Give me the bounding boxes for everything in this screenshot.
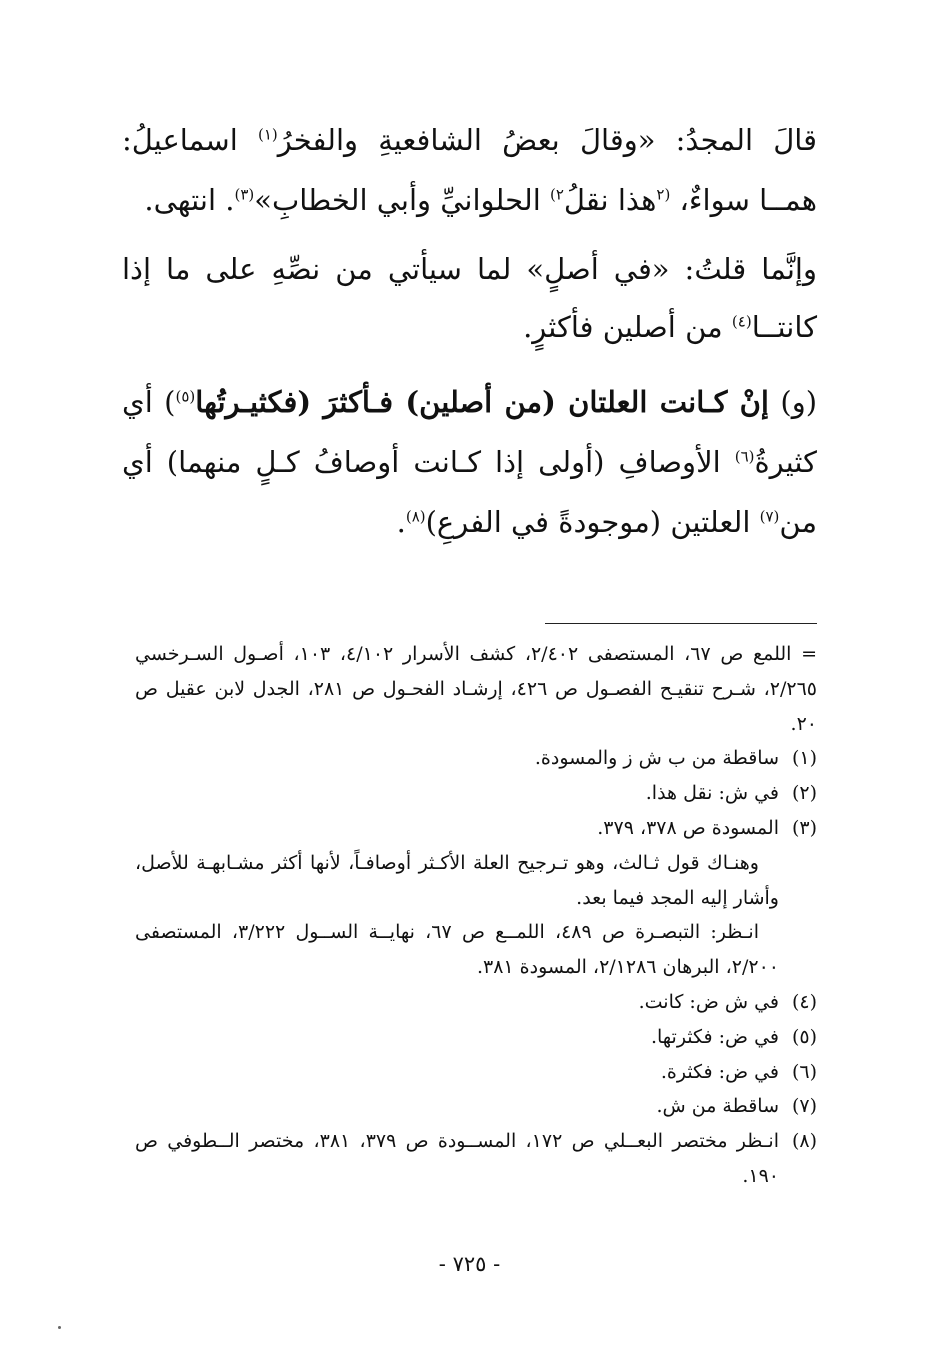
footnote-number: (٧): [791, 1095, 817, 1118]
footnote-text: انـظر مختصر البعــلي ص ١٧٢، المســودة ص ٣٧٩، ٣٨١، مختصر الــطوفي ص ١٩٠.: [135, 1130, 779, 1187]
footnote-text: ساقطة من ب ش ز والمسودة.: [534, 747, 779, 770]
footnote-text: في ض: فكثرة.: [660, 1060, 779, 1083]
footnote-number: (٥): [791, 1025, 817, 1048]
matn-text: فـأكثرَ: [323, 385, 394, 419]
text-run: (و): [769, 385, 818, 419]
footnote-number-blank: [779, 915, 817, 985]
matn-text: (من أصلين): [393, 385, 569, 419]
footnote-number-blank: [779, 846, 817, 916]
footnote-number: (٣): [791, 816, 817, 839]
footnote-number: (١): [791, 747, 817, 770]
footnote-number: (٦): [791, 1060, 817, 1083]
footnote-ref[interactable]: (٧): [759, 507, 780, 526]
footnote-ref[interactable]: (٤): [731, 312, 752, 331]
matn-text: (فكثيـرتُها: [195, 385, 324, 419]
footnote-2: [135, 776, 817, 811]
footnote-5: [135, 1020, 817, 1055]
footnote-ref[interactable]: (٢: [656, 185, 671, 204]
footnote-number: (٤): [791, 990, 817, 1013]
footnote-8: [135, 1124, 817, 1194]
footnote-3-extra: [135, 846, 817, 916]
text-run: .: [396, 505, 406, 539]
main-text: [122, 110, 817, 562]
footnote-6: [135, 1055, 817, 1090]
footnote-ref[interactable]: (٦): [734, 447, 755, 466]
scan-speck: [58, 1326, 61, 1329]
footnote-3-refs: [135, 915, 817, 985]
footnote-ref[interactable]: (١): [257, 125, 278, 144]
footnote-text: في ش: نقل هذا.: [645, 782, 779, 805]
footnote-text: المسودة ص ٣٧٨، ٣٧٩.: [597, 816, 779, 839]
text-run: من أصلين فأكثرٍ.: [523, 310, 732, 344]
paragraph-2: [122, 240, 817, 356]
footnote-ref[interactable]: (٣): [234, 185, 255, 204]
footnote-1: [135, 741, 817, 776]
footnote-ref[interactable]: (٥): [175, 387, 196, 406]
footnote-text: ساقطة من ش.: [656, 1095, 779, 1118]
text-run: الأوصافِ (أولى إذا كـانت أوصافُ كـلٍ منهما) أي من: [122, 445, 817, 539]
text-run: ) أي كثيرةُ: [122, 385, 817, 479]
footnote-7: [135, 1089, 817, 1124]
footnote-number: (٨): [791, 1130, 817, 1153]
footnote-ref[interactable]: (٨): [405, 507, 426, 526]
text-run: . انتهى.: [144, 183, 235, 217]
text-run: وإنَّما قلتُ: «في أصلٍ» لما سيأتي من نصِّهِ على ما إذا كانتــا: [122, 252, 817, 344]
footnote-continuation: [135, 637, 817, 741]
matn-text: إنْ كـانت العلتان: [568, 385, 769, 419]
footnote-4: [135, 985, 817, 1020]
footnote-text: وهنـاك قول ثـالث، وهو تـرجيح العلة الأكـثر أوصافـاً، لأنها أكثر مشـابهـة للأصل، وأشار إليه المجد فيما بعد.: [135, 851, 779, 909]
paragraph-3: [122, 372, 817, 552]
text-run: هذا نقلُ: [563, 183, 657, 217]
page-number: - ٧٢٥ -: [438, 1252, 501, 1276]
text-run: الحلوانيِّ وأبي الخطابِ»: [254, 183, 550, 217]
footnote-text: انـظر: التبصـرة ص ٤٨٩، اللمــع ص ٦٧، نهايــة الســول ٣/٢٢٢، المستصفى ٢/٢٠٠، البرهان ٢/١٢٨٦، المسودة ٣٨١.: [135, 921, 779, 979]
footnote-number: (٢): [791, 782, 817, 805]
footnote-ref[interactable]: ٢): [549, 185, 564, 204]
footnote-separator: [545, 623, 817, 624]
text-run: قالَ المجدُ: «وقالَ بعضُ الشافعيةِ والفخرُ: [277, 123, 817, 157]
text-run: العلتين (موجودةً في الفرعِ): [425, 505, 760, 539]
paragraph-1: [122, 110, 817, 230]
footnotes: [135, 637, 817, 1194]
footnote-3: [135, 811, 817, 846]
footnote-text: في ض: فكثرتها.: [650, 1025, 779, 1048]
text-run: اسماعيلُ: همــا سواءٌ،: [122, 123, 817, 217]
footnote-text: = اللمع ص ٦٧، المستصفى ٢/٤٠٢، كشف الأسرار ٤/١٠٢، ١٠٣، أصـول السـرخسي ٢/٢٦٥، شـرح تنقيـح الفصـول ص ٤٢٦، إرشـاد الفحـول ص ٢٨١، الجدل لابن عقيل ص ٢٠.: [135, 643, 817, 735]
footnote-text: في ش ض: كانت.: [638, 990, 779, 1013]
